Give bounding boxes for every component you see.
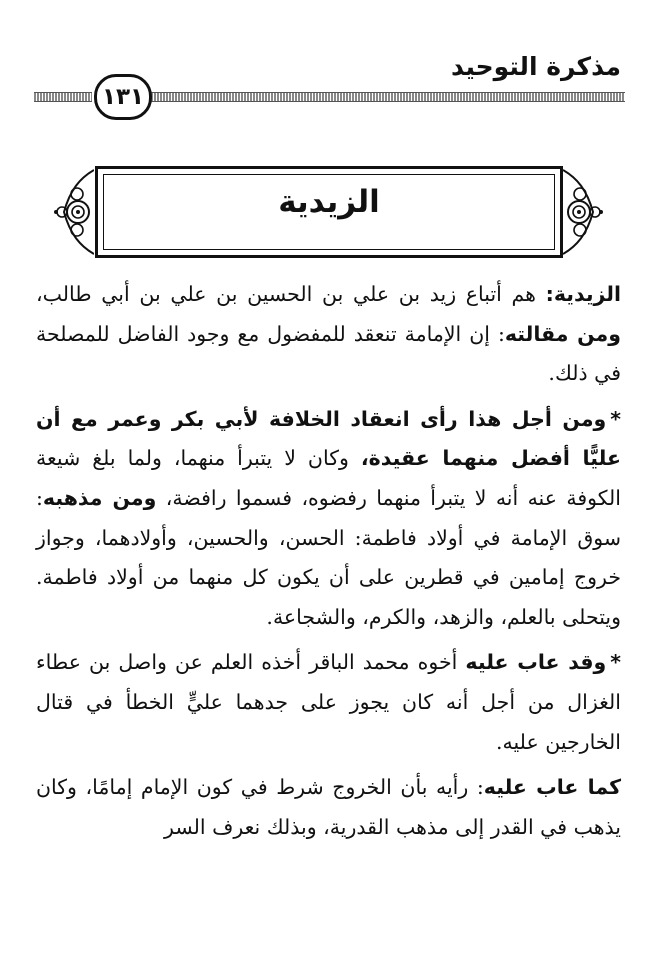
bold-run: كما عاب عليه [483,775,621,800]
bullet-star: * [610,650,621,675]
ornament-right-icon [563,166,607,258]
text-run: : سوق الإمامة في أولاد فاطمة: الحسن، والحسين، وأولادهما، وجواز خروج إمامين في قطرين على أن يكون كل منهما من أولاد فاطمة. ويتحلى بالعلم، والزهد، والكرم، والشجاعة. [36,485,621,629]
book-title: مذكرة التوحيد [451,52,621,81]
paragraph-2 [36,400,621,638]
bold-run: ومن أجل هذا رأى انعقاد الخلافة لأبي بكر وعمر مع أن عليًّا أفضل منهما عقيدة، [36,406,621,471]
bold-run: وقد عاب عليه [465,650,607,675]
term-lead: الزيدية: [545,282,621,306]
header-rule-right [148,92,625,102]
text-run: وكان لا يتبرأ منهما، ولما بلغ شيعة الكوفة عنه أنه لا يتبرأ منهما رفضوه، فسموا رافضة، [36,446,621,510]
paragraph-3 [36,643,621,762]
text-run: : رأيه بأن الخروج شرط في كون الإمام إمامًا، وكان يذهب في القدر إلى مذهب القدرية، وبذلك نعرف السر [36,775,621,839]
bullet-star: * [610,406,621,431]
page-header [0,0,657,110]
ornament-left-icon [50,166,94,258]
page-number: ١٣١ [94,74,152,120]
header-rule-left [34,92,92,102]
text-run: : إن الإمامة تنعقد للمفضول مع وجود الفاضل للمصلحة في ذلك. [36,321,621,386]
text-run: أخوه محمد الباقر أخذه العلم عن واصل بن عطاء الغزال من أجل أنه كان يجوز على جدهما عليٍّ الخطأ في قتال الخارجين عليه. [36,650,621,754]
section-title: الزيدية [278,184,380,220]
body-text [36,275,621,847]
text-run: هم أتباع زيد بن علي بن الحسين بن علي بن أبي طالب، [36,282,546,306]
bold-run: ومن مذهبه [42,485,157,510]
paragraph-1 [36,275,621,394]
bold-run: ومن مقالته [504,321,621,346]
paragraph-4 [36,768,621,847]
